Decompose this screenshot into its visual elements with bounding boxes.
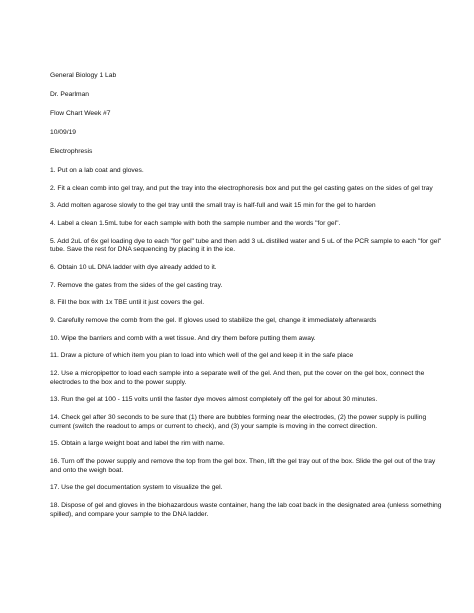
step-11: 11. Draw a picture of which item you plan to load into which well of the gel and keep it in the safe place (50, 352, 354, 360)
step-16: 16. Turn off the power supply and remove the top from the gel box. Then, lift the gel tray out of the box. Slide the gel out of the tray and onto the weigh boat. (50, 458, 436, 474)
step-3: 3. Add molten agarose slowly to the gel tray until the small tray is half-full and wait 15 min for the gel to harden (50, 202, 376, 210)
step-17: 17. Use the gel documentation system to visualize the gel. (50, 484, 223, 492)
document-content (50, 72, 446, 528)
step-10: 10. Wipe the barriers and comb with a wet tissue. And dry them before putting them away. (50, 334, 316, 342)
step-2: 2. Fit a clean comb into gel tray, and put the tray into the electrophoresis box and put the gel casting gates on the sides of gel tray (50, 184, 433, 192)
step-9: 9. Carefully remove the comb from the gel. If gloves used to stabilize the gel, change it immediately afterwards (50, 317, 377, 325)
step-13: 13. Run the gel at 100 - 115 volts until the faster dye moves almost completely off the gel for about 30 minutes. (50, 396, 378, 404)
topic-heading: Electrophresis (50, 147, 93, 155)
instructor-name: Dr. Pearlman (50, 90, 90, 98)
step-6: 6. Obtain 10 uL DNA ladder with dye already added to it. (50, 263, 217, 271)
step-14: 14. Check gel after 30 seconds to be sure that (1) there are bubbles forming near the electrodes, (2) the power supply is pulling current (switch the readout to amps or current to check), and (3) your sample is moving in the correct direction. (50, 414, 427, 430)
assignment-title: Flow Chart Week #7 (50, 109, 111, 117)
document-date: 10/09/19 (50, 128, 77, 136)
step-1: 1. Put on a lab coat and gloves. (50, 166, 144, 174)
step-15: 15. Obtain a large weight boat and label the rim with name. (50, 440, 225, 448)
step-8: 8. Fill the box with 1x TBE until it just covers the gel. (50, 299, 205, 307)
course-title: General Biology 1 Lab (50, 72, 117, 79)
step-18: 18. Dispose of gel and gloves in the biohazardous waste container, hang the lab coat back in the designated area (unless something spilled), and compare your sample to the DNA ladder. (50, 501, 442, 518)
step-12: 12. Use a micropipettor to load each sample into a separate well of the gel. And then, put the cover on the gel box, connect the electrodes to the box and to the power supply. (50, 370, 425, 386)
step-4: 4. Label a clean 1.5mL tube for each sample with both the sample number and the words "for gel". (50, 219, 341, 227)
procedure-steps (50, 167, 446, 519)
step-7: 7. Remove the gates from the sides of the gel casting tray. (50, 281, 223, 289)
step-5: 5. Add 2uL of 6x gel loading dye to each "for gel" tube and then add 3 uL distilled water and 5 uL of the PCR sample to each "for gel" tube. Save the rest for DNA sequencing by placing it in the ice. (50, 237, 442, 254)
